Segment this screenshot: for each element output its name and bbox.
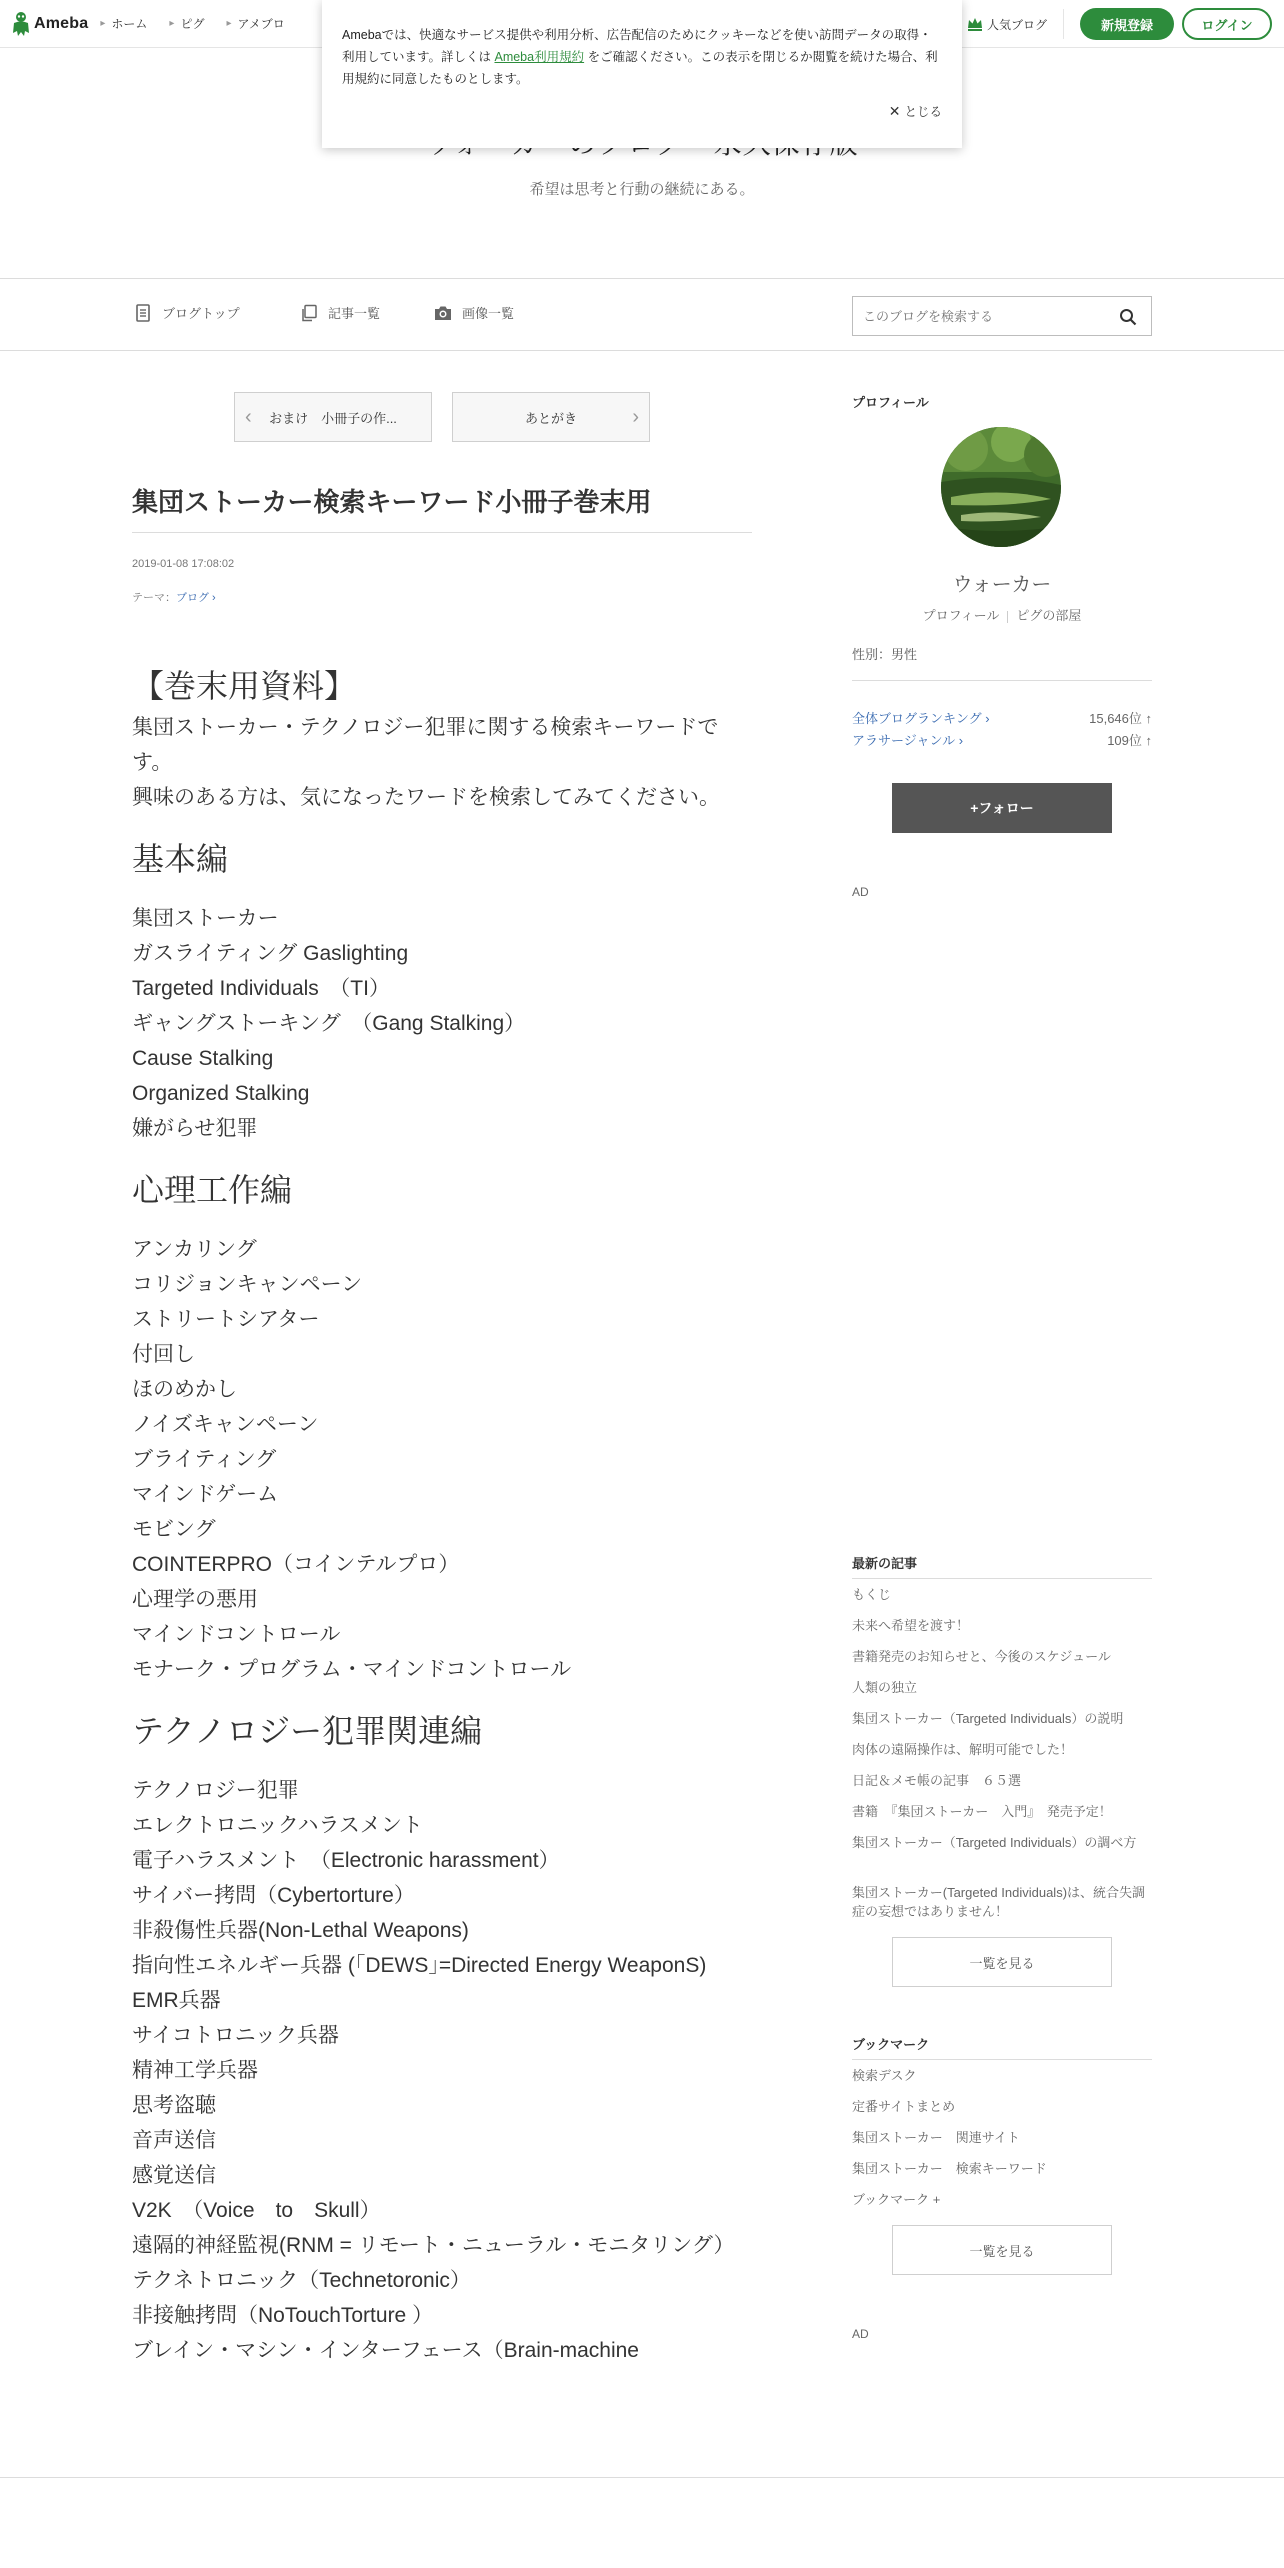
document-icon: [134, 304, 152, 322]
recent-article-item[interactable]: もくじ: [852, 1587, 892, 1602]
keyword-item: 思考盗聴: [132, 2094, 216, 2117]
nav-ameblo[interactable]: [226, 15, 284, 32]
see-all-bookmarks-button[interactable]: 一覧を見る: [892, 2225, 1112, 2275]
ranking-genre-value: 109位 ↑: [1107, 733, 1152, 748]
chevron-right-icon: ▸: [226, 18, 232, 29]
divider: [0, 2477, 1284, 2478]
keyword-item: Targeted Individuals （TI）: [132, 977, 390, 1000]
keyword-item: サイバー拷問（Cybertorture）: [132, 1884, 415, 1907]
profile-link[interactable]: プロフィール: [922, 608, 1000, 623]
keyword-item: 非接触拷問（NoTouchTorture ）: [132, 2304, 434, 2327]
login-button[interactable]: ログイン: [1182, 8, 1272, 40]
recent-article-item[interactable]: 集団ストーカー(Targeted Individuals)は、統合失調症の妄想ではありません！: [852, 1885, 1146, 1919]
keyword-item: サイコトロニック兵器: [132, 2024, 339, 2047]
blog-nav: [0, 279, 1284, 351]
cookie-consent-dialog: [322, 0, 962, 148]
keyword-item: Organized Stalking: [132, 1082, 310, 1105]
section-heading-basic: 基本編: [132, 841, 229, 877]
keyword-item: アンカリング: [132, 1238, 257, 1261]
recent-article-item[interactable]: 未来へ希望を渡す！: [852, 1618, 970, 1633]
follow-button[interactable]: +フォロー: [892, 783, 1112, 833]
article-date: 2019-01-08 17:08:02: [132, 558, 235, 570]
keyword-item: 非殺傷性兵器(Non-Lethal Weapons): [132, 1919, 469, 1942]
nav-image-list[interactable]: [434, 303, 514, 322]
theme-prefix: テーマ：: [132, 592, 176, 604]
theme-link[interactable]: ブログ: [176, 592, 209, 604]
section-list-psych: [132, 1232, 758, 1687]
keyword-item: 指向性エネルギー兵器 (｢DEWS｣=Directed Energy WeaponS): [132, 1954, 707, 1977]
divider: [852, 680, 1152, 681]
ad-label: AD: [852, 885, 869, 899]
next-article-button[interactable]: [452, 392, 650, 442]
cookie-text-2: をご確認ください。この表示を閉じるか閲覧を続けた場合、利用規約に同意したものとします。: [342, 50, 938, 86]
bookmarks-heading: ブックマーク: [852, 2037, 930, 2052]
separator: [1007, 611, 1008, 623]
cookie-close-button[interactable]: [889, 102, 942, 120]
keyword-item: モナーク・プログラム・マインドコントロール: [132, 1658, 572, 1681]
nav-pig-label: ピグ: [180, 17, 205, 31]
keyword-item: 精神工学兵器: [132, 2059, 258, 2082]
camera-icon: [434, 304, 452, 322]
section-list-tech: [132, 1773, 758, 2368]
recent-article-item[interactable]: 書籍 『集団ストーカー 入門』 発売予定！: [852, 1804, 1112, 1819]
nav-article-list[interactable]: [300, 303, 380, 322]
recent-articles-heading: 最新の記事: [852, 1556, 918, 1571]
crown-icon: [967, 16, 983, 32]
keyword-item: 集団ストーカー: [132, 907, 279, 930]
article-body: [132, 662, 758, 2368]
blog-search-box: [852, 296, 1152, 336]
keyword-item: マインドゲーム: [132, 1483, 279, 1506]
bookmark-item[interactable]: 集団ストーカー 検索キーワード: [852, 2161, 1047, 2176]
ad-label: AD: [852, 2327, 869, 2341]
keyword-item: マインドコントロール: [132, 1623, 341, 1646]
nav-blog-top[interactable]: [134, 303, 240, 322]
profile-links: [852, 605, 1152, 624]
article-heading: 【巻末用資料】: [132, 668, 357, 704]
ranking-overall-value: 15,646位 ↑: [1089, 711, 1152, 726]
divider: [132, 532, 752, 533]
global-nav: [100, 15, 306, 32]
keyword-item: モビング: [132, 1518, 216, 1541]
profile-heading: プロフィール: [852, 395, 929, 410]
recent-article-item[interactable]: 集団ストーカー（Targeted Individuals）の説明: [852, 1711, 1124, 1726]
search-icon[interactable]: [1119, 308, 1137, 326]
keyword-item: 心理学の悪用: [132, 1588, 258, 1611]
keyword-item: 感覚送信: [132, 2164, 216, 2187]
bookmark-item[interactable]: 検索デスク: [852, 2068, 917, 2083]
keyword-item: 電子ハラスメント （Electronic harassment）: [132, 1849, 560, 1872]
bookmark-item[interactable]: 定番サイトまとめ: [852, 2099, 956, 2114]
keyword-item: 嫌がらせ犯罪: [132, 1117, 258, 1140]
terms-link[interactable]: Ameba利用規約: [494, 50, 585, 64]
chevron-right-icon: ▸: [100, 18, 106, 29]
ranking-genre: [852, 730, 1152, 749]
keyword-item: エレクトロニックハラスメント: [132, 1814, 423, 1837]
divider: [852, 2059, 1152, 2060]
keyword-item: ノイズキャンペーン: [132, 1413, 319, 1436]
keyword-item: テクネトロニック（Technetoronic）: [132, 2269, 471, 2292]
section-heading-psych: 心理工作編: [132, 1172, 293, 1208]
recent-article-item[interactable]: 集団ストーカー（Targeted Individuals）の調べ方: [852, 1835, 1137, 1850]
keyword-item: ストリートシアター: [132, 1308, 320, 1331]
intro-paragraph-2: 興味のある方は、気になったワードを検索してみてください。: [132, 786, 720, 809]
recent-article-item[interactable]: 書籍発売のお知らせと、今後のスケジュール: [852, 1649, 1111, 1664]
prev-article-button[interactable]: [234, 392, 432, 442]
keyword-item: 付回し: [132, 1343, 195, 1366]
keyword-item: COINTERPRO（コインテルプロ）: [132, 1553, 460, 1576]
intro-paragraph-1: 集団ストーカー・テクノロジー犯罪に関する検索キーワードです。: [132, 716, 719, 774]
keyword-item: ブレイン・マシン・インターフェース（Brain-machine: [132, 2339, 639, 2362]
see-all-articles-button[interactable]: 一覧を見る: [892, 1937, 1112, 1987]
cookie-close-label: とじる: [904, 105, 942, 119]
chevron-right-icon: ›: [632, 406, 639, 428]
chevron-left-icon: ‹: [245, 406, 252, 428]
bookmark-item[interactable]: 集団ストーカー 関連サイト: [852, 2130, 1020, 2145]
recent-article-item[interactable]: 日記＆メモ帳の記事 ６５選: [852, 1773, 1022, 1788]
ameba-logo[interactable]: [10, 11, 88, 37]
keyword-item: EMR兵器: [132, 1989, 221, 2012]
chevron-right-icon: ▸: [169, 18, 175, 29]
nav-article-list-label: 記事一覧: [328, 306, 381, 321]
nav-image-list-label: 画像一覧: [462, 306, 515, 321]
chevron-right-icon: ›: [209, 592, 216, 604]
divider: [852, 1578, 1152, 1579]
cookie-text-1: Amebaでは、快適なサービス提供や利用分析、広告配信のためにクッキーなどを使い訪問データの取得・利用しています。詳しくは: [342, 28, 932, 64]
ranking-overall-label: 全体ブログランキング: [852, 711, 982, 726]
cookie-text: [342, 24, 940, 90]
prev-article-label: おまけ 小冊子の作...: [269, 410, 397, 426]
keyword-item: 音声送信: [132, 2129, 216, 2152]
ranking-overall: [852, 708, 1152, 727]
keyword-item: コリジョンキャンペーン: [132, 1273, 363, 1296]
logo-text: Ameba: [34, 14, 89, 32]
ranking-overall-link[interactable]: 全体ブログランキング ›: [852, 711, 990, 726]
section-list-basic: [132, 901, 758, 1146]
article-title: 集団ストーカー検索キーワード小冊子巻末用: [132, 487, 652, 517]
keyword-item: ガスライティング Gaslighting: [132, 942, 409, 965]
profile-gender: 性別：男性: [852, 647, 918, 662]
keyword-item: ほのめかし: [132, 1378, 237, 1401]
profile-name[interactable]: ウォーカー: [952, 574, 1052, 596]
keyword-item: V2K （Voice to Skull）: [132, 2199, 381, 2222]
ameba-logo-icon: [10, 11, 32, 37]
keyword-item: Cause Stalking: [132, 1047, 274, 1070]
article-theme: [132, 589, 216, 605]
recent-article-item[interactable]: 肉体の遠隔操作は、解明可能でした！: [852, 1742, 1074, 1757]
keyword-item: 遠隔的神経監視(RNM = リモート・ニューラル・モニタリング）: [132, 2234, 735, 2257]
nav-blog-top-label: ブログトップ: [162, 306, 240, 321]
nav-home[interactable]: [100, 15, 147, 32]
keyword-item: テクノロジー犯罪: [132, 1779, 299, 1802]
blog-description: 希望は思考と行動の継続にある。: [529, 181, 755, 198]
recent-article-item[interactable]: 人類の独立: [852, 1680, 918, 1695]
pig-room-link[interactable]: ピグの部屋: [1016, 608, 1082, 623]
nav-ameblo-label: アメブロ: [237, 17, 285, 31]
nav-home-label: ホーム: [111, 17, 148, 31]
blog-search-input[interactable]: [853, 309, 1103, 324]
profile-avatar[interactable]: [941, 427, 1061, 547]
next-article-label: あとがき: [524, 410, 577, 426]
nav-pig[interactable]: [169, 15, 204, 32]
section-heading-tech: テクノロジー犯罪関連編: [132, 1713, 483, 1749]
bookmark-add-item[interactable]: ブックマーク +: [852, 2192, 941, 2207]
ranking-genre-link[interactable]: アラサージャンル ›: [852, 733, 964, 748]
popular-blog-label: 人気ブログ: [986, 17, 1047, 32]
keyword-item: ギャングストーキング （Gang Stalking）: [132, 1012, 526, 1035]
popular-blog-link[interactable]: [967, 9, 1064, 39]
ranking-genre-label: アラサージャンル: [852, 733, 956, 748]
avatar-image: [941, 427, 1061, 547]
keyword-item: ブライティング: [132, 1448, 277, 1471]
copy-icon: [300, 304, 318, 322]
close-icon: ✕: [888, 102, 901, 119]
signup-button[interactable]: 新規登録: [1080, 8, 1174, 40]
